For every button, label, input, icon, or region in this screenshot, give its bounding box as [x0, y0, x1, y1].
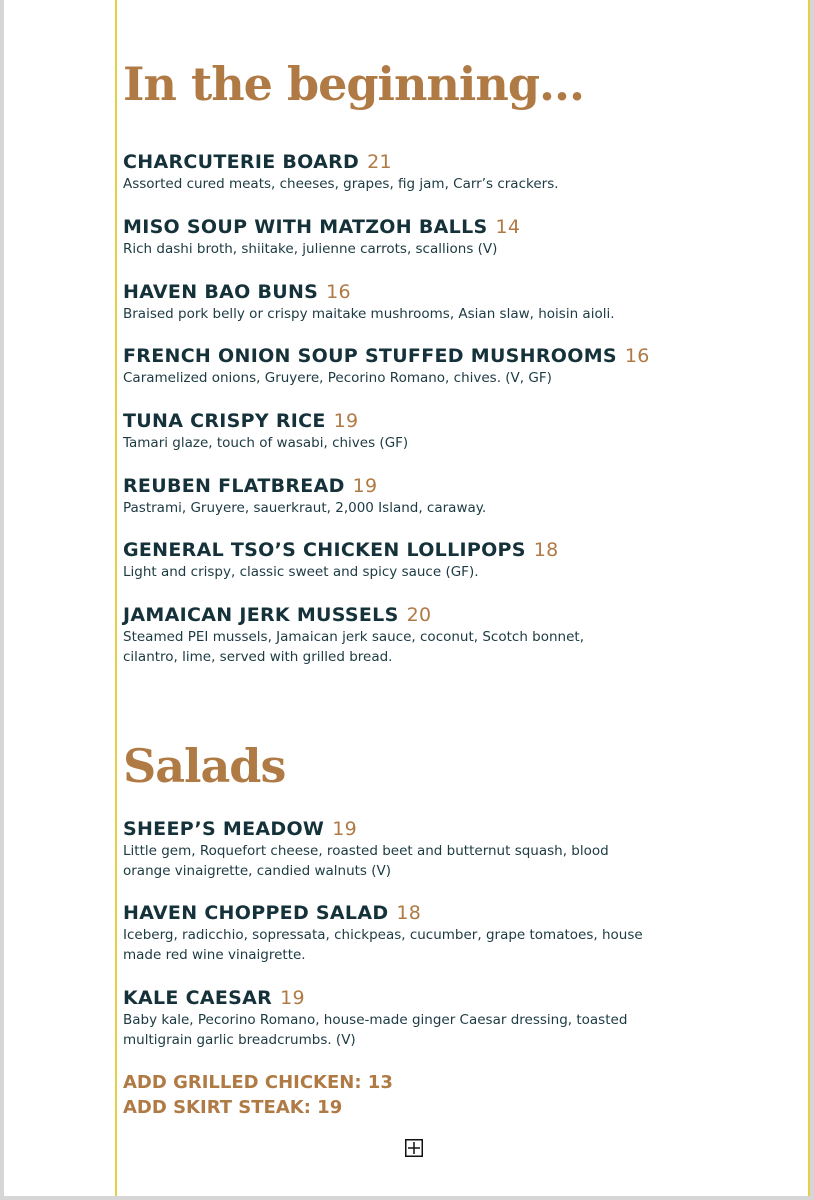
item-name: MISO SOUP WITH MATZOH BALLS	[123, 216, 488, 238]
item-name: KALE CAESAR	[123, 987, 273, 1009]
item-price: 14	[495, 216, 521, 238]
menu-item-jerk-mussels	[123, 603, 773, 667]
section-title-salads: Salads	[123, 739, 286, 793]
item-description: Tamari glaze, touch of wasabi, chives (GF)	[123, 435, 409, 451]
item-price: 16	[326, 281, 351, 303]
item-price: 19	[332, 818, 357, 840]
item-description-line: Steamed PEI mussels, Jamaican jerk sauce, coconut, Scotch bonnet,	[123, 629, 585, 645]
item-name: HAVEN BAO BUNS	[123, 281, 319, 303]
item-price: 18	[396, 902, 422, 924]
section-title-starters: In the beginning...	[123, 57, 585, 111]
item-name: GENERAL TSO’S CHICKEN LOLLIPOPS	[123, 539, 526, 561]
item-description-line: cilantro, lime, served with grilled bread.	[123, 649, 393, 665]
item-price: 18	[533, 539, 559, 561]
menu-page	[4, 0, 810, 1196]
menu-item-chopped-salad	[123, 901, 773, 965]
item-name: TUNA CRISPY RICE	[123, 410, 326, 432]
item-name: SHEEP’S MEADOW	[123, 818, 325, 840]
menu-item-general-tso-lollipops	[123, 538, 773, 582]
item-price: 16	[624, 345, 650, 367]
item-description-line: Iceberg, radicchio, sopressata, chickpeas, cucumber, grape tomatoes, house	[123, 927, 643, 943]
menu-item-charcuterie-board	[123, 150, 773, 194]
item-description: Rich dashi broth, shiitake, julienne carrots, scallions (V)	[123, 241, 498, 257]
menu-item-sheeps-meadow	[123, 817, 773, 881]
item-description: Caramelized onions, Gruyere, Pecorino Romano, chives. (V, GF)	[123, 370, 552, 386]
item-name: FRENCH ONION SOUP STUFFED MUSHROOMS	[123, 345, 617, 367]
item-name: CHARCUTERIE BOARD	[123, 151, 360, 173]
menu-item-miso-soup	[123, 215, 773, 259]
plus-box-icon[interactable]	[405, 1139, 423, 1157]
item-description-line: Little gem, Roquefort cheese, roasted beet and butternut squash, blood	[123, 843, 609, 859]
addon-grilled-chicken: ADD GRILLED CHICKEN: 13	[123, 1072, 393, 1093]
menu-item-reuben-flatbread	[123, 474, 773, 518]
item-price: 19	[280, 987, 305, 1009]
item-price: 20	[406, 604, 432, 626]
menu-item-tuna-crispy-rice	[123, 409, 773, 453]
menu-item-onion-soup-mushrooms	[123, 344, 773, 388]
item-name: REUBEN FLATBREAD	[123, 475, 345, 497]
margin-line	[115, 0, 117, 1196]
item-name: JAMAICAN JERK MUSSELS	[123, 604, 399, 626]
item-name: HAVEN CHOPPED SALAD	[123, 902, 389, 924]
item-description-line: multigrain garlic breadcrumbs. (V)	[123, 1032, 356, 1048]
item-description-line: made red wine vinaigrette.	[123, 947, 306, 963]
item-price: 21	[367, 151, 392, 173]
item-description-line: Baby kale, Pecorino Romano, house-made ginger Caesar dressing, toasted	[123, 1012, 628, 1028]
menu-item-bao-buns	[123, 280, 773, 324]
addon-skirt-steak: ADD SKIRT STEAK: 19	[123, 1097, 343, 1118]
item-description-line: orange vinaigrette, candied walnuts (V)	[123, 863, 392, 879]
item-price: 19	[352, 475, 378, 497]
item-description: Assorted cured meats, cheeses, grapes, fig jam, Carr’s crackers.	[123, 176, 559, 192]
menu-item-kale-caesar	[123, 986, 773, 1050]
item-description: Braised pork belly or crispy maitake mushrooms, Asian slaw, hoisin aioli.	[123, 306, 615, 322]
item-description: Pastrami, Gruyere, sauerkraut, 2,000 Island, caraway.	[123, 500, 487, 516]
item-price: 19	[333, 410, 359, 432]
item-description: Light and crispy, classic sweet and spicy sauce (GF).	[123, 564, 479, 580]
